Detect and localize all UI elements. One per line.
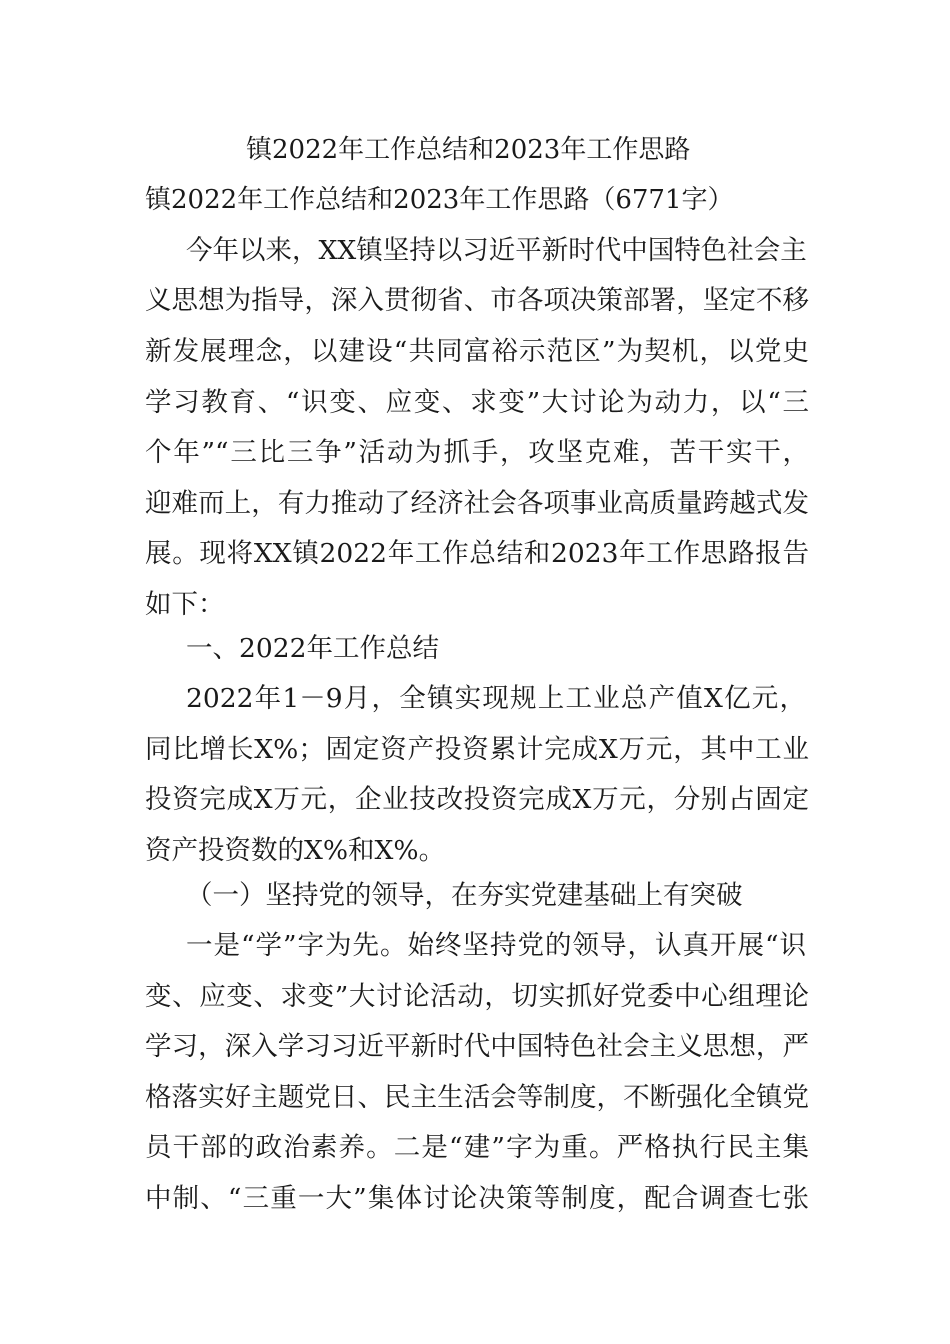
paragraph-line: 迎难而上，有力推动了经济社会各项事业高质量跨越式发 — [145, 488, 809, 519]
document-subtitle: 镇2022年工作总结和2023年工作思路（6771字） — [145, 185, 734, 215]
paragraph-line: 今年以来，XX镇坚持以习近平新时代中国特色社会主 — [186, 235, 807, 266]
paragraph-line: 一是“学”字为先。始终坚持党的领导，认真开展“识 — [186, 930, 806, 961]
paragraph-line: 义思想为指导，深入贯彻省、市各项决策部署，坚定不移 — [145, 285, 809, 316]
document-title: 镇2022年工作总结和2023年工作思路 — [246, 135, 691, 165]
paragraph-line: 资产投资数的X%和X%。 — [145, 835, 446, 866]
subsection-heading: （一）坚持党的领导，在夯实党建基础上有突破 — [186, 880, 743, 911]
paragraph-line: 同比增长X%；固定资产投资累计完成X万元，其中工业 — [145, 734, 809, 765]
paragraph-line: 学习教育、“识变、应变、求变”大讨论为动力，以“三 — [145, 387, 809, 418]
paragraph-line: 学习，深入学习习近平新时代中国特色社会主义思想，严 — [145, 1031, 809, 1062]
paragraph-line: 如下： — [145, 589, 225, 620]
paragraph-line: 中制、“三重一大”集体讨论决策等制度，配合调查七张 — [145, 1183, 809, 1214]
paragraph-line: 格落实好主题党日、民主生活会等制度，不断强化全镇党 — [145, 1082, 809, 1113]
paragraph-line: 展。现将XX镇2022年工作总结和2023年工作思路报告 — [145, 538, 809, 569]
section-heading: 一、2022年工作总结 — [186, 633, 439, 664]
paragraph-line: 新发展理念，以建设“共同富裕示范区”为契机，以党史 — [145, 336, 809, 367]
paragraph-line: 员干部的政治素养。二是“建”字为重。严格执行民主集 — [145, 1132, 809, 1163]
paragraph-line: 投资完成X万元，企业技改投资完成X万元，分别占固定 — [145, 784, 809, 815]
paragraph-line: 变、应变、求变”大讨论活动，切实抓好党委中心组理论 — [145, 981, 809, 1012]
paragraph-line: 2022年1－9月，全镇实现规上工业总产值X亿元， — [186, 683, 806, 714]
paragraph-line: 个年”“三比三争”活动为抓手，攻坚克难，苦干实干， — [145, 437, 809, 468]
